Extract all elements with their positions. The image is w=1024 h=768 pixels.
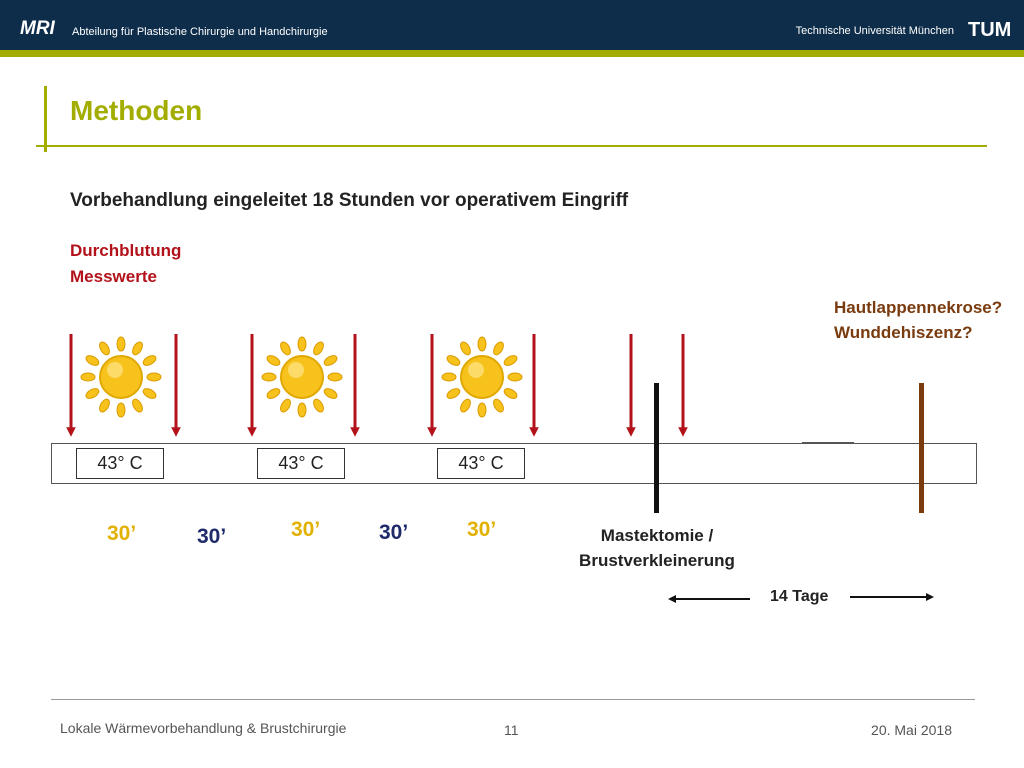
duration-label: 30’ bbox=[291, 518, 321, 541]
follow-up-marker bbox=[919, 383, 924, 513]
footer-topic: Lokale Wärmevorbehandlung & Brustchirurgie bbox=[60, 720, 347, 736]
footer-date: 20. Mai 2018 bbox=[871, 722, 952, 738]
sun-icon bbox=[441, 336, 523, 418]
svg-text:MRI: MRI bbox=[20, 18, 55, 39]
title-divider bbox=[36, 145, 987, 147]
operation-label bbox=[562, 523, 752, 573]
page-title: Methoden bbox=[70, 95, 203, 126]
duration-label: 30’ bbox=[379, 521, 409, 544]
operation-label-line-1: Mastektomie / bbox=[600, 526, 714, 545]
operation-label-line-2: Brustverkleinerung bbox=[579, 551, 735, 570]
title-vertical-accent bbox=[44, 86, 47, 152]
measure-label-values: Messwerte bbox=[70, 267, 157, 286]
header-accent-stripe bbox=[0, 50, 1024, 57]
measure-label-perfusion: Durchblutung bbox=[70, 241, 182, 260]
department-name: Abteilung für Plastische Chirurgie und Handchirurgie bbox=[72, 26, 328, 38]
mri-logo bbox=[20, 16, 60, 38]
duration-label: 30’ bbox=[197, 525, 227, 548]
duration-label: 30’ bbox=[107, 522, 137, 545]
tum-logo bbox=[968, 18, 1012, 41]
sun-icon bbox=[261, 336, 343, 418]
outcome-label-necrosis: Hautlappennekrose? bbox=[834, 298, 1003, 317]
temperature-box: 43° C bbox=[76, 448, 164, 479]
footer-divider bbox=[51, 699, 975, 700]
duration-label: 30’ bbox=[467, 518, 497, 541]
interval-label: 14 Tage bbox=[770, 588, 829, 605]
outcome-label-dehiscence: Wunddehiszenz? bbox=[834, 323, 973, 342]
university-name: Technische Universität München bbox=[795, 25, 954, 37]
temperature-box: 43° C bbox=[257, 448, 345, 479]
timeline-gap-line bbox=[802, 442, 854, 444]
svg-text:TUM: TUM bbox=[968, 19, 1012, 41]
temperature-box: 43° C bbox=[437, 448, 525, 479]
page-number: 11 bbox=[504, 722, 519, 738]
slide-subtitle: Vorbehandlung eingeleitet 18 Stunden vor operativem Eingriff bbox=[70, 190, 629, 211]
operation-marker bbox=[654, 383, 659, 513]
sun-icon bbox=[80, 336, 162, 418]
